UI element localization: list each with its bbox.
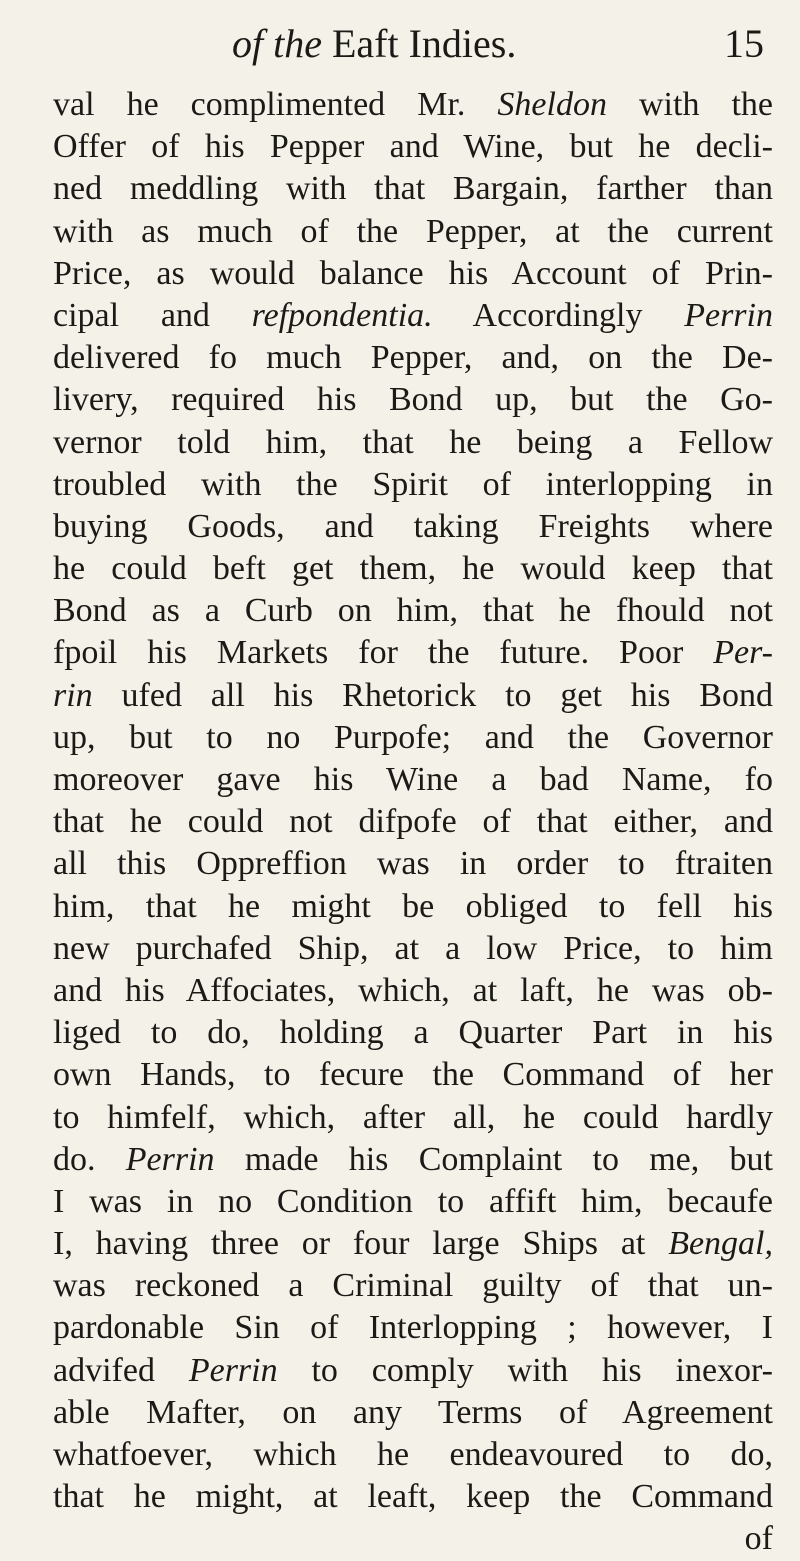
text-line [53, 1012, 773, 1054]
text-run: Bond as a Curb on him, that he fhould not [53, 592, 773, 630]
text-line [53, 1265, 773, 1307]
text-run: ufed all his Rhetorick to get his Bond [92, 676, 773, 714]
body-text [53, 84, 773, 1561]
text-line [53, 590, 773, 632]
italic-text: Bengal, [668, 1225, 773, 1263]
running-title-main: Eaft Indies. [331, 21, 517, 66]
text-line [53, 295, 773, 337]
text-run: I, having three or four large Ships at [53, 1225, 669, 1263]
text-run: do. [53, 1140, 126, 1178]
text-run: fpoil his Markets for the future. Poor [53, 634, 714, 672]
text-run: moreover gave his Wine a bad Name, fo [53, 761, 773, 798]
text-run: with as much of the Pepper, at the current [53, 212, 773, 250]
text-run: advifed [53, 1351, 189, 1389]
text-run: made his Complaint to me, but [214, 1140, 773, 1178]
text-line [53, 843, 773, 885]
text-run: and his Affociates, which, at laft, he was ob- [53, 971, 773, 1009]
text-line [53, 1181, 773, 1223]
text-line [53, 1054, 773, 1096]
text-run: buying Goods, and taking Freights where [53, 507, 773, 545]
italic-text: refpondentia. [251, 296, 433, 334]
text-run: to comply with his inexor- [277, 1351, 773, 1389]
text-run: he could beft get them, he would keep that [53, 550, 773, 588]
text-line [53, 84, 773, 126]
text-line [53, 464, 773, 506]
text-run: pardonable Sin of Interlopping ; however, I [53, 1309, 773, 1347]
text-run: with the [606, 86, 774, 123]
italic-text: Perrin [125, 1140, 215, 1178]
text-run: troubled with the Spirit of interlopping in [53, 465, 773, 503]
text-run: Price, as would balance his Account of Prin- [53, 254, 773, 292]
text-line [53, 1476, 773, 1518]
text-run: that he might, at leaft, keep the Command [53, 1478, 773, 1516]
catchword: of [744, 1520, 773, 1558]
text-run: own Hands, to fecure the Command of her [53, 1056, 773, 1094]
text-run: Accordingly [432, 296, 685, 334]
text-run: able Mafter, on any Terms of Agreement [53, 1393, 773, 1431]
text-line [53, 717, 773, 759]
text-line [53, 1434, 773, 1476]
text-run: all this Oppreffion was in order to ftraiten [53, 845, 773, 883]
text-line [53, 970, 773, 1012]
text-line [53, 886, 773, 928]
text-line [53, 1350, 773, 1392]
text-line [53, 675, 773, 717]
text-run: up, but to no Purpofe; and the Governor [53, 718, 773, 756]
text-run: him, that he might be obliged to fell his [53, 887, 773, 925]
text-line [53, 506, 773, 548]
text-line [53, 548, 773, 590]
text-line [53, 379, 773, 421]
text-line [53, 211, 773, 253]
text-line [53, 337, 773, 379]
text-run: delivered fo much Pepper, and, on the De- [53, 339, 773, 377]
text-line [53, 928, 773, 970]
text-line [53, 126, 773, 168]
text-line [53, 801, 773, 843]
text-run: was reckoned a Criminal guilty of that un- [53, 1267, 773, 1305]
text-run: liged to do, holding a Quarter Part in his [53, 1014, 773, 1052]
text-run: that he could not difpofe of that either, and [53, 803, 773, 841]
text-line [53, 253, 773, 295]
running-head [0, 14, 800, 74]
text-run: to himfelf, which, after all, he could hardly [53, 1098, 773, 1136]
text-line [53, 1223, 773, 1265]
text-line [53, 632, 773, 674]
text-run: I was in no Condition to affift him, becaufe [53, 1182, 773, 1220]
text-line [53, 1307, 773, 1349]
italic-text: Sheldon [497, 86, 607, 123]
text-run: val he complimented Mr. [53, 86, 498, 123]
text-run: vernor told him, that he being a Fellow [53, 423, 773, 461]
text-run: ned meddling with that Bargain, farther than [53, 170, 773, 208]
text-run: livery, required his Bond up, but the Go- [53, 381, 773, 419]
text-run: whatfoever, which he endeavoured to do, [53, 1436, 773, 1473]
text-run: Offer of his Pepper and Wine, but he decli- [53, 128, 773, 166]
text-line [53, 759, 773, 801]
page-number: 15 [724, 21, 764, 66]
italic-text: Perrin [188, 1351, 278, 1389]
running-title [232, 14, 516, 74]
italic-text: Per- [713, 634, 773, 672]
text-run: cipal and [53, 296, 252, 334]
italic-text: Perrin [684, 296, 773, 334]
text-line [53, 1097, 773, 1139]
italic-text: rin [53, 676, 93, 714]
text-line [53, 1139, 773, 1181]
text-run: new purchafed Ship, at a low Price, to him [53, 929, 773, 967]
text-line [53, 168, 773, 210]
text-line [53, 1392, 773, 1434]
running-title-prefix: of the [232, 21, 322, 66]
text-line [53, 422, 773, 464]
